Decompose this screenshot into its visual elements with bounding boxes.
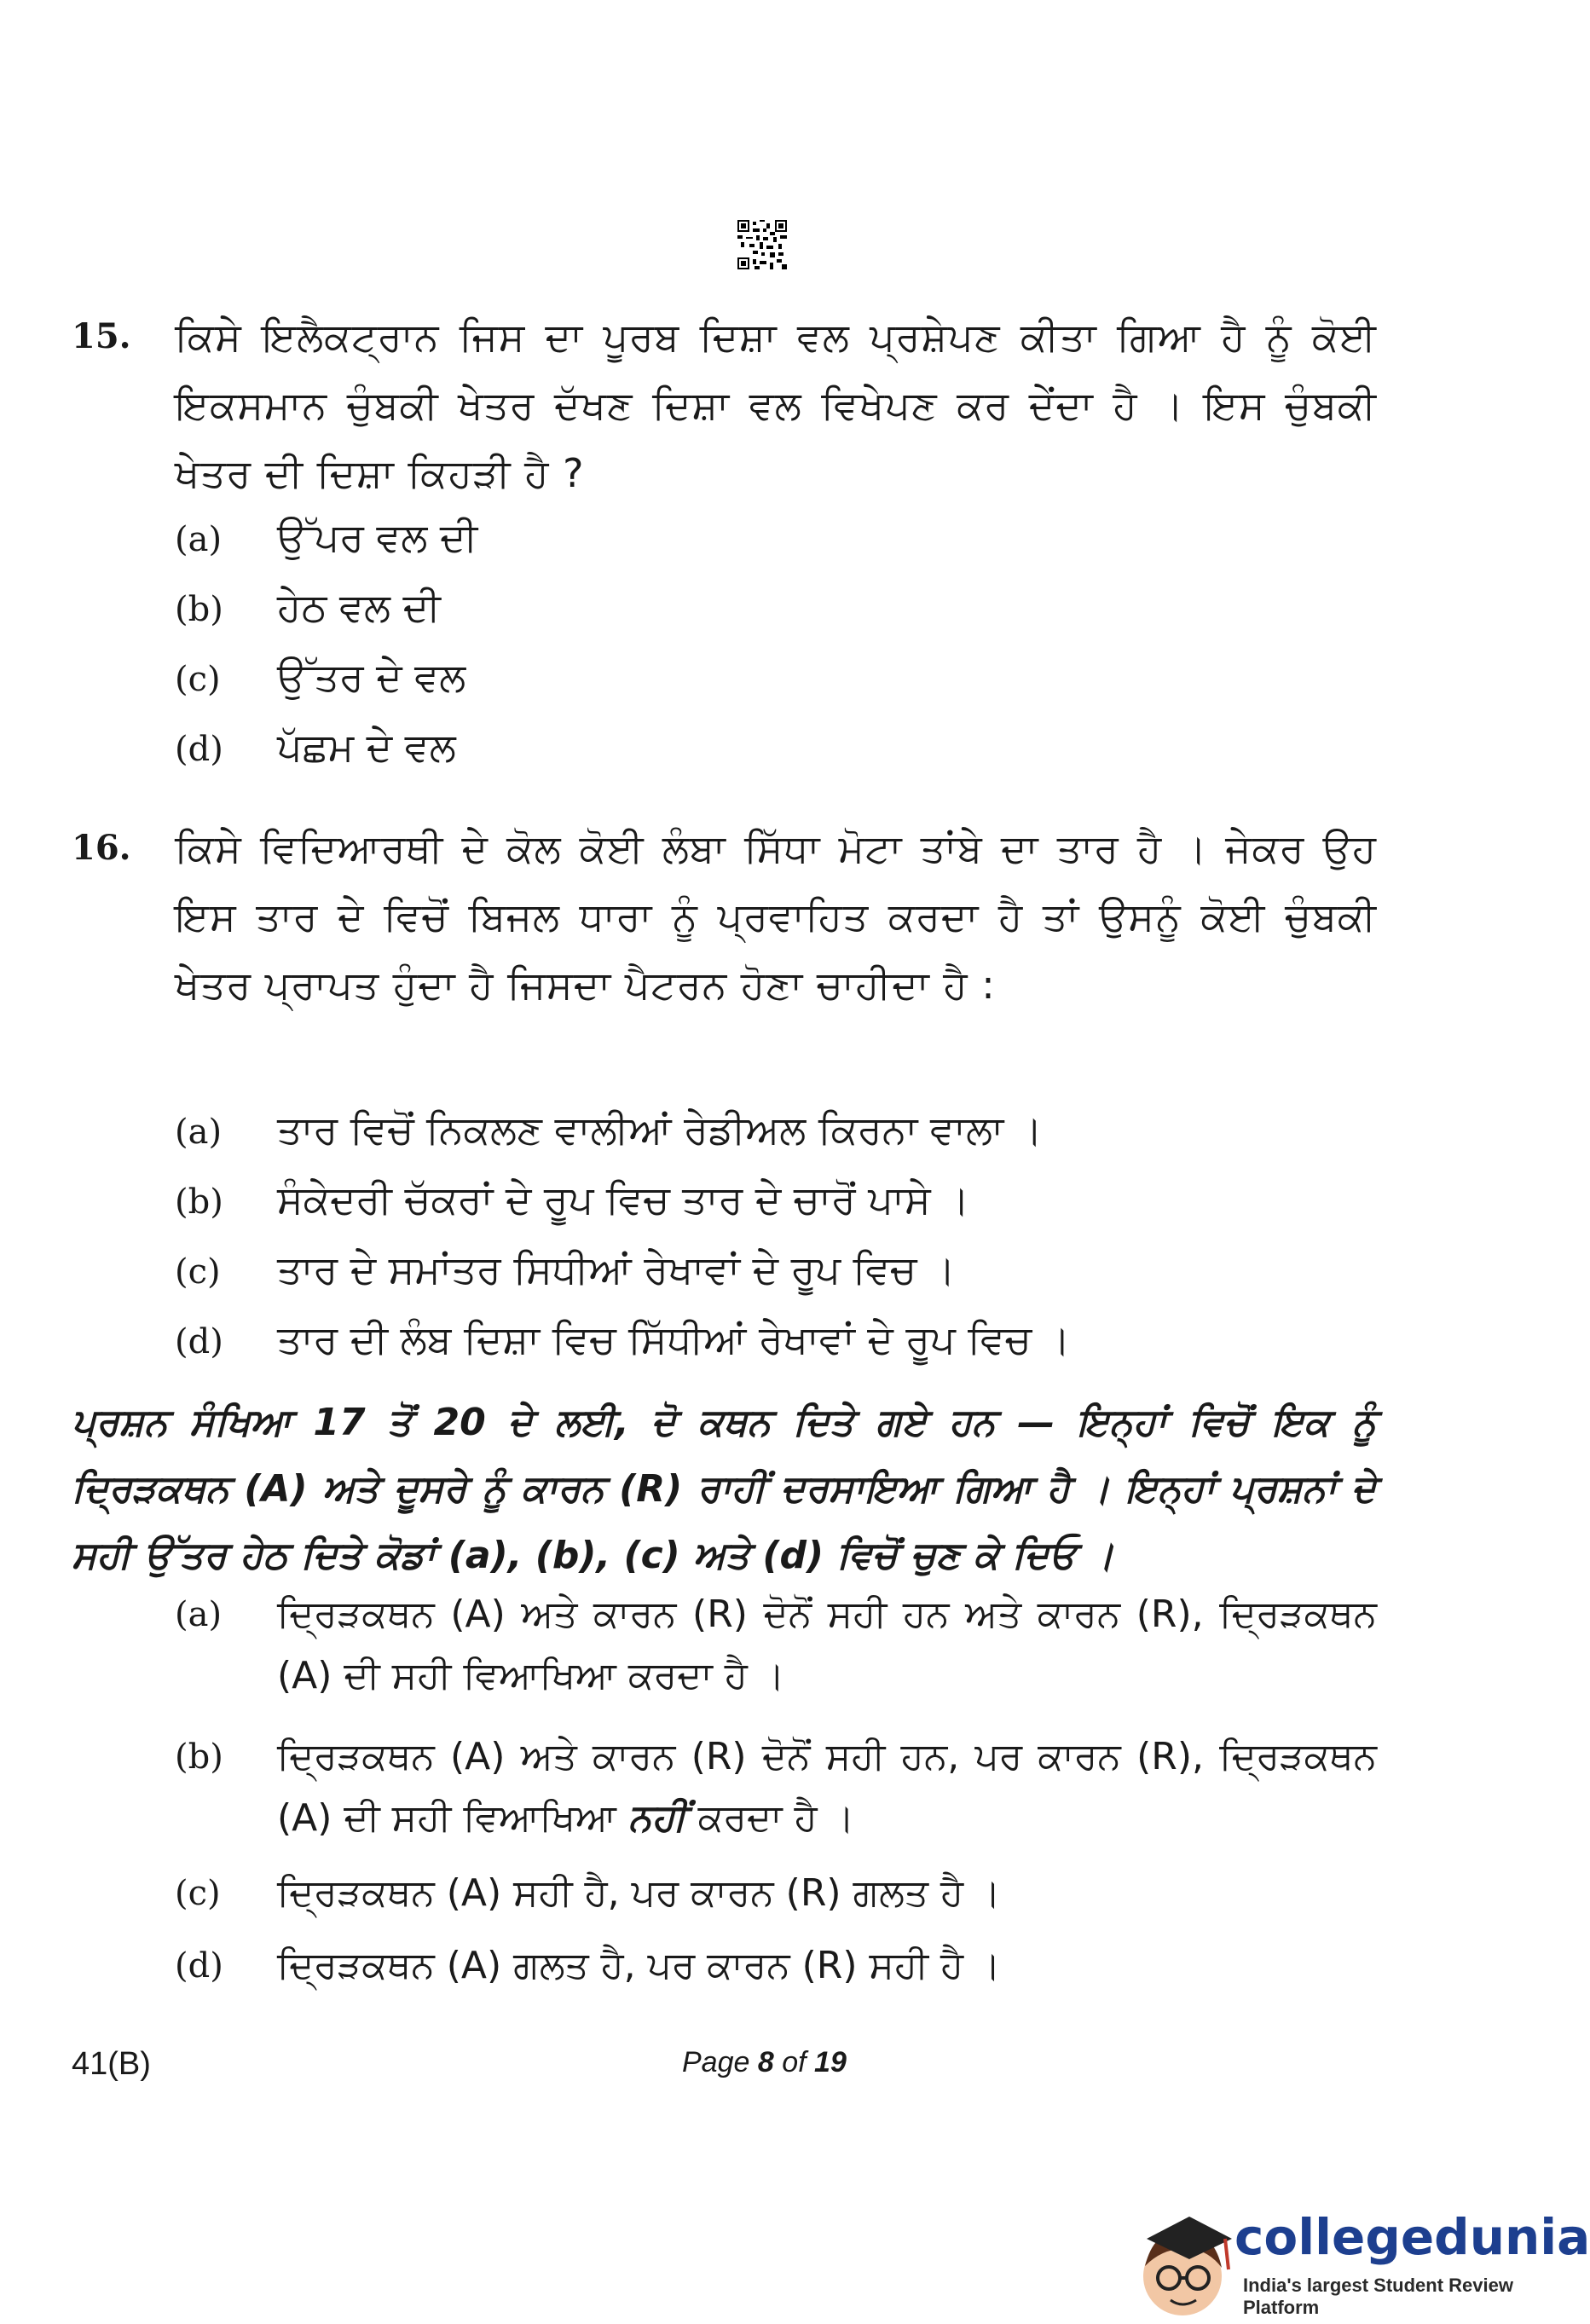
option-text-before: ਦ੍ਰਿੜਕਥਨ (A) ਅਤੇ ਕਾਰਨ (R) ਦੋਨੋਂ ਸਹੀ ਹਨ, ਪਰ ਕਾਰਨ (R), ਦ੍ਰਿੜਕਥਨ (A) ਦੀ ਸਹੀ ਵਿਆਖਿਆ (277, 1735, 1377, 1840)
q16-option-a (175, 1096, 1043, 1164)
option-label: (d) (175, 730, 223, 769)
brand-name: collegedunia (1234, 2208, 1590, 2266)
option-text: ਦ੍ਰਿੜਕਥਨ (A) ਅਤੇ ਕਾਰਨ (R) ਦੋਨੋਂ ਸਹੀ ਹਨ ਅਤੇ ਕਾਰਨ (R), ਦ੍ਰਿੜਕਥਨ (A) ਦੀ ਸਹੀ ਵਿਆਖਿਆ ਕਰਦਾ ਹੈ । (277, 1593, 1377, 1697)
page-of: of (773, 2046, 815, 2078)
option-label: (b) (175, 1182, 223, 1222)
question-15-number: 15. (72, 316, 131, 356)
q16-option-d (175, 1305, 1070, 1373)
option-text: ਹੇਠ ਵਲ ਦੀ (277, 584, 441, 630)
page-number (682, 2046, 847, 2079)
q16-option-b (175, 1165, 969, 1234)
option-label: (c) (175, 1252, 221, 1292)
option-text: ਤਾਰ ਦੀ ਲੰਬ ਦਿਸ਼ਾ ਵਿਚ ਸਿੱਧੀਆਂ ਰੇਖਾਵਾਂ ਦੇ ਰੂਪ ਵਿਚ । (277, 1316, 1071, 1362)
option-label: (a) (175, 520, 223, 559)
option-text: ਉੱਪਰ ਵਲ ਦੀ (277, 514, 478, 560)
q15-option-b (175, 573, 441, 641)
question-16-number: 16. (72, 828, 131, 868)
code-option-c (175, 1863, 1377, 1924)
q15-option-c (175, 643, 465, 711)
option-text (277, 1726, 1377, 1849)
q15-option-a (175, 503, 477, 571)
page-prefix: Page (682, 2046, 758, 2078)
option-text: ਉੱਤਰ ਦੇ ਵਲ (277, 654, 466, 700)
option-label: (a) (175, 1113, 223, 1152)
code-option-b (175, 1726, 1377, 1849)
option-label: (c) (175, 660, 221, 699)
question-15-text: ਕਿਸੇ ਇਲੈਕਟ੍ਰਾਨ ਜਿਸ ਦਾ ਪੂਰਬ ਦਿਸ਼ਾ ਵਲ ਪ੍ਰਸ਼ੇਪਣ ਕੀਤਾ ਗਿਆ ਹੈ ਨੂੰ ਕੋਈ ਇਕਸਮਾਨ ਚੁੰਬਕੀ ਖੇਤਰ ਦੱਖਣ ਦਿਸ਼ਾ ਵਲ ਵਿਖੇਪਣ ਕਰ ਦੇਂਦਾ ਹੈ । ਇਸ ਚੁੰਬਕੀ ਖੇਤਰ ਦੀ ਦਿਸ਼ਾ ਕਿਹੜੀ ਹੈ ? (175, 314, 1377, 496)
page-total: 19 (814, 2046, 847, 2078)
option-text: ਦ੍ਰਿੜਕਥਨ (A) ਸਹੀ ਹੈ, ਪਰ ਕਾਰਨ (R) ਗਲਤ ਹੈ । (277, 1871, 1001, 1915)
option-label: (a) (175, 1595, 223, 1634)
option-text: ਤਾਰ ਵਿਚੋਂ ਨਿਕਲਣ ਵਾਲੀਆਂ ਰੇਡੀਅਲ ਕਿਰਨਾ ਵਾਲਾ । (277, 1107, 1043, 1153)
option-label: (b) (175, 1737, 223, 1777)
page-current: 8 (757, 2046, 774, 2078)
option-text: ਦ੍ਰਿੜਕਥਨ (A) ਗਲਤ ਹੈ, ਪਰ ਕਾਰਨ (R) ਸਹੀ ਹੈ । (277, 1944, 1001, 1987)
option-text: ਸੰਕੇਦਰੀ ਚੱਕਰਾਂ ਦੇ ਰੂਪ ਵਿਚ ਤਾਰ ਦੇ ਚਾਰੋਂ ਪਾਸੇ । (277, 1176, 970, 1223)
paper-code: 41(B) (72, 2046, 151, 2082)
option-text: ਤਾਰ ਦੇ ਸਮਾਂਤਰ ਸਿਧੀਆਂ ਰੇਖਾਵਾਂ ਦੇ ਰੂਪ ਵਿਚ । (277, 1246, 956, 1292)
option-label: (c) (175, 1874, 221, 1913)
code-option-a (175, 1584, 1377, 1707)
option-label: (b) (175, 590, 223, 629)
option-label: (d) (175, 1322, 223, 1361)
code-option-d (175, 1935, 1377, 1997)
assertion-reason-instruction: ਪ੍ਰਸ਼ਨ ਸੰਖਿਆ 17 ਤੋਂ 20 ਦੇ ਲਈ, ਦੋ ਕਥਨ ਦਿਤੇ ਗਏ ਹਨ — ਇਨ੍ਹਾਂ ਵਿਚੋਂ ਇਕ ਨੂੰ ਦ੍ਰਿੜਕਥਨ (A) ਅਤੇ ਦੂਸਰੇ ਨੂੰ ਕਾਰਨ (R) ਰਾਹੀਂ ਦਰਸਾਇਆ ਗਿਆ ਹੈ । ਇਨ੍ਹਾਂ ਪ੍ਰਸ਼ਨਾਂ ਦੇ ਸਹੀ ਉੱਤਰ ਹੇਠ ਦਿਤੇ ਕੋਡਾਂ (a), (b), (c) ਅਤੇ (d) ਵਿਚੋਂ ਚੁਣ ਕੇ ਦਿਓ । (72, 1401, 1376, 1577)
q15-option-d (175, 713, 456, 781)
option-text-after: ਕਰਦਾ ਹੈ । (685, 1796, 855, 1840)
q16-option-c (175, 1235, 956, 1304)
qr-code (737, 220, 787, 269)
question-16-text: ਕਿਸੇ ਵਿਦਿਆਰਥੀ ਦੇ ਕੋਲ ਕੋਈ ਲੰਬਾ ਸਿੱਧਾ ਮੋਟਾ ਤਾਂਬੇ ਦਾ ਤਾਰ ਹੈ । ਜੇਕਰ ਉਹ ਇਸ ਤਾਰ ਦੇ ਵਿਚੋਂ ਬਿਜਲ ਧਾਰਾ ਨੂੰ ਪ੍ਰਵਾਹਿਤ ਕਰਦਾ ਹੈ ਤਾਂ ਉਸਨੂੰ ਕੋਈ ਚੁੰਬਕੀ ਖੇਤਰ ਪ੍ਰਾਪਤ ਹੁੰਦਾ ਹੈ ਜਿਸਦਾ ਪੈਟਰਨ ਹੋਣਾ ਚਾਹੀਦਾ ਹੈ : (175, 825, 1377, 1008)
brand-tagline: India's largest Student Review Platform (1243, 2275, 1513, 2318)
option-label: (d) (175, 1946, 223, 1986)
option-text: ਪੱਛਮ ਦੇ ਵਲ (277, 724, 456, 770)
emphasis-not: ਨਹੀਂ (627, 1796, 686, 1840)
